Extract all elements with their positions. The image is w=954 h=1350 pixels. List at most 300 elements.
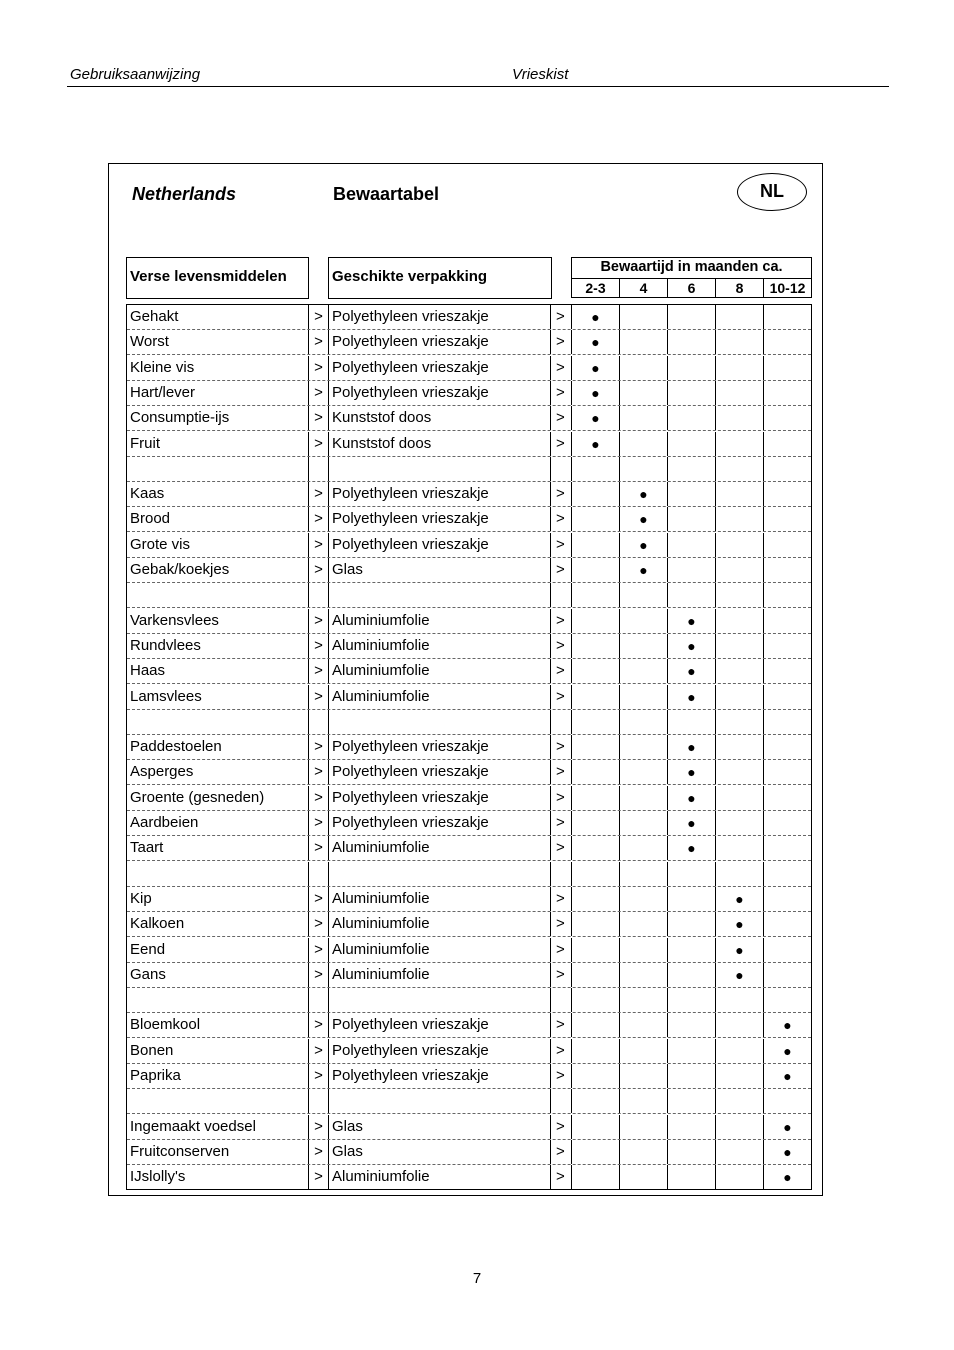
packaging-cell — [328, 457, 550, 481]
storage-dot: ● — [571, 432, 619, 456]
arrow-cell — [308, 988, 328, 1012]
month-cell — [715, 1165, 763, 1189]
arrow-cell: > — [550, 330, 571, 354]
arrow-cell: > — [308, 634, 328, 658]
month-cell — [667, 710, 715, 734]
storage-dot: ● — [763, 1165, 811, 1189]
storage-dot: ● — [619, 558, 667, 582]
month-cell — [667, 963, 715, 987]
arrow-cell: > — [308, 811, 328, 835]
month-cell — [619, 912, 667, 936]
month-cell — [619, 609, 667, 633]
packaging-cell — [328, 988, 550, 1012]
arrow-cell: > — [308, 1115, 328, 1139]
month-cell — [619, 432, 667, 456]
month-cell — [619, 1140, 667, 1164]
month-cell — [763, 482, 811, 506]
month-cell — [715, 1115, 763, 1139]
month-cell — [667, 432, 715, 456]
month-cell — [763, 760, 811, 784]
table-row — [127, 533, 811, 558]
food-cell: Bloemkool — [130, 1016, 201, 1034]
month-cell — [763, 786, 811, 810]
arrow-cell: > — [550, 305, 571, 329]
month-cell — [667, 533, 715, 557]
table-spacer-row — [127, 457, 811, 482]
month-cell — [667, 558, 715, 582]
month-cell — [715, 1064, 763, 1088]
month-header: 2-3 — [585, 280, 606, 296]
month-cell — [763, 356, 811, 380]
arrow-cell: > — [308, 305, 328, 329]
food-cell: Gans — [130, 965, 166, 983]
month-cell — [619, 862, 667, 886]
month-cell — [763, 330, 811, 354]
table-row — [127, 406, 811, 431]
header-product-label: Vrieskist — [512, 66, 569, 83]
month-cell — [619, 305, 667, 329]
month-cell — [715, 659, 763, 683]
month-cell — [763, 305, 811, 329]
food-cell: Ingemaakt voedsel — [130, 1117, 256, 1135]
table-row — [127, 356, 811, 381]
month-cell — [667, 507, 715, 531]
arrow-cell: > — [550, 938, 571, 962]
arrow-cell: > — [308, 760, 328, 784]
food-cell — [127, 583, 308, 607]
food-cell: Haas — [130, 662, 166, 680]
month-cell — [571, 1064, 619, 1088]
month-cell — [715, 1039, 763, 1063]
food-cell: Grote vis — [130, 535, 191, 553]
packaging-cell: Kunststof doos — [328, 432, 550, 456]
storage-dot: ● — [667, 634, 715, 658]
storage-dot: ● — [715, 938, 763, 962]
packaging-cell: Polyethyleen vrieszakje — [328, 533, 550, 557]
month-cell — [619, 1013, 667, 1037]
month-cell — [715, 356, 763, 380]
month-cell — [715, 760, 763, 784]
food-cell: Fruitconserven — [130, 1142, 230, 1160]
arrow-cell: > — [550, 634, 571, 658]
month-cell — [763, 938, 811, 962]
arrow-cell: > — [550, 1165, 571, 1189]
food-cell: Worst — [130, 333, 169, 351]
arrow-cell: > — [550, 912, 571, 936]
month-cell — [571, 710, 619, 734]
arrow-cell: > — [308, 1165, 328, 1189]
arrow-cell: > — [550, 963, 571, 987]
table-row — [127, 685, 811, 710]
month-cell — [619, 786, 667, 810]
month-cell — [763, 558, 811, 582]
food-cell: Kalkoen — [130, 915, 185, 933]
packaging-cell: Polyethyleen vrieszakje — [328, 305, 550, 329]
month-cell — [571, 685, 619, 709]
packaging-cell: Polyethyleen vrieszakje — [328, 507, 550, 531]
arrow-cell: > — [308, 381, 328, 405]
month-cell — [667, 406, 715, 430]
arrow-cell: > — [550, 381, 571, 405]
arrow-cell: > — [308, 938, 328, 962]
table-row — [127, 1115, 811, 1140]
arrow-cell: > — [308, 836, 328, 860]
arrow-cell: > — [308, 507, 328, 531]
month-cell — [571, 457, 619, 481]
arrow-cell: > — [308, 1140, 328, 1164]
storage-time-title: Bewaartijd in maanden ca. — [572, 258, 811, 279]
arrow-cell: > — [308, 1013, 328, 1037]
month-cell — [715, 836, 763, 860]
month-cell — [715, 1089, 763, 1113]
month-cell — [571, 862, 619, 886]
arrow-cell: > — [308, 887, 328, 911]
packaging-cell — [328, 710, 550, 734]
table-row — [127, 963, 811, 988]
food-cell: Asperges — [130, 763, 194, 781]
arrow-cell: > — [550, 1039, 571, 1063]
packaging-cell: Aluminiumfolie — [328, 938, 550, 962]
month-cell — [715, 862, 763, 886]
arrow-cell: > — [550, 786, 571, 810]
header-manual-label: Gebruiksaanwijzing — [70, 66, 201, 83]
table-row — [127, 482, 811, 507]
food-cell: Gehakt — [130, 308, 179, 325]
month-cell — [619, 710, 667, 734]
month-cell — [715, 330, 763, 354]
month-cell — [619, 836, 667, 860]
month-cell — [763, 533, 811, 557]
month-header: 6 — [667, 279, 715, 298]
table-row — [127, 558, 811, 583]
packaging-cell: Polyethyleen vrieszakje — [328, 760, 550, 784]
month-cell — [715, 432, 763, 456]
storage-dot: ● — [667, 659, 715, 683]
arrow-cell: > — [550, 558, 571, 582]
arrow-cell: > — [308, 963, 328, 987]
month-cell — [667, 583, 715, 607]
arrow-cell: > — [308, 533, 328, 557]
month-cell — [571, 735, 619, 759]
arrow-cell: > — [308, 432, 328, 456]
month-cell — [571, 533, 619, 557]
packaging-cell: Aluminiumfolie — [328, 609, 550, 633]
month-cell — [667, 1013, 715, 1037]
month-cell — [619, 356, 667, 380]
month-cell — [619, 938, 667, 962]
month-cell — [571, 1089, 619, 1113]
month-cell — [619, 735, 667, 759]
table-spacer-row — [127, 1089, 811, 1114]
month-cell — [571, 912, 619, 936]
month-cell — [763, 659, 811, 683]
month-cell — [763, 685, 811, 709]
packaging-cell: Aluminiumfolie — [328, 912, 550, 936]
arrow-cell: > — [308, 912, 328, 936]
table-row — [127, 887, 811, 912]
month-cell — [571, 938, 619, 962]
table-row — [127, 634, 811, 659]
table-row — [127, 305, 811, 330]
arrow-cell: > — [308, 786, 328, 810]
arrow-cell: > — [550, 735, 571, 759]
month-cell — [667, 381, 715, 405]
storage-dot: ● — [763, 1039, 811, 1063]
packaging-cell: Polyethyleen vrieszakje — [328, 482, 550, 506]
month-header: 4 — [619, 279, 667, 298]
table-row — [127, 507, 811, 532]
month-header: 10-12 — [763, 279, 811, 298]
storage-dot: ● — [667, 786, 715, 810]
storage-dot: ● — [571, 381, 619, 405]
storage-table-body — [126, 304, 812, 1190]
month-cell — [571, 1165, 619, 1189]
packaging-cell: Polyethyleen vrieszakje — [328, 1013, 550, 1037]
packaging-cell: Aluminiumfolie — [328, 836, 550, 860]
storage-dot: ● — [571, 356, 619, 380]
arrow-cell: > — [308, 735, 328, 759]
packaging-cell — [328, 1089, 550, 1113]
storage-dot: ● — [571, 305, 619, 329]
arrow-cell — [550, 988, 571, 1012]
storage-dot: ● — [619, 533, 667, 557]
month-cell — [667, 356, 715, 380]
month-cell — [715, 1140, 763, 1164]
storage-dot: ● — [715, 963, 763, 987]
month-cell — [619, 1115, 667, 1139]
month-cell — [667, 938, 715, 962]
month-cell — [667, 305, 715, 329]
arrow-cell: > — [550, 356, 571, 380]
month-cell — [763, 811, 811, 835]
month-cell — [715, 507, 763, 531]
month-cell — [763, 988, 811, 1012]
month-cell — [619, 381, 667, 405]
table-spacer-row — [127, 583, 811, 608]
food-cell: Rundvlees — [130, 636, 201, 654]
packaging-cell: Polyethyleen vrieszakje — [328, 786, 550, 810]
table-row — [127, 609, 811, 634]
month-cell — [715, 988, 763, 1012]
month-cell — [715, 634, 763, 658]
month-cell — [571, 609, 619, 633]
packaging-cell: Aluminiumfolie — [328, 887, 550, 911]
month-cell — [619, 1064, 667, 1088]
arrow-cell: > — [308, 609, 328, 633]
month-cell — [571, 1140, 619, 1164]
arrow-cell: > — [308, 659, 328, 683]
storage-dot: ● — [763, 1013, 811, 1037]
storage-dot: ● — [715, 887, 763, 911]
food-cell: Hart/lever — [130, 383, 196, 401]
month-cell — [571, 887, 619, 911]
food-cell: Groente (gesneden) — [130, 788, 265, 806]
table-row — [127, 1140, 811, 1165]
packaging-cell: Glas — [328, 1140, 550, 1164]
arrow-cell: > — [550, 507, 571, 531]
storage-dot: ● — [667, 811, 715, 835]
food-cell: Brood — [130, 510, 171, 528]
month-cell — [763, 406, 811, 430]
month-cell — [667, 862, 715, 886]
month-cell — [763, 583, 811, 607]
table-row — [127, 1039, 811, 1064]
storage-dot: ● — [667, 735, 715, 759]
month-cell — [667, 1089, 715, 1113]
month-headers — [572, 279, 811, 298]
month-cell — [619, 1165, 667, 1189]
table-spacer-row — [127, 862, 811, 887]
packaging-cell — [328, 583, 550, 607]
month-cell — [763, 836, 811, 860]
month-cell — [619, 887, 667, 911]
month-cell — [667, 1140, 715, 1164]
storage-dot: ● — [763, 1140, 811, 1164]
month-cell — [715, 381, 763, 405]
month-cell — [667, 457, 715, 481]
month-cell — [619, 406, 667, 430]
month-cell — [571, 482, 619, 506]
food-cell: Kip — [130, 889, 152, 907]
month-cell — [619, 330, 667, 354]
food-cell: Fruit — [130, 434, 160, 452]
table-row — [127, 811, 811, 836]
arrow-cell: > — [308, 1064, 328, 1088]
month-cell — [715, 786, 763, 810]
arrow-cell: > — [550, 1140, 571, 1164]
arrow-cell — [308, 862, 328, 886]
month-cell — [667, 887, 715, 911]
page-header — [67, 64, 889, 87]
month-cell — [763, 634, 811, 658]
food-cell — [127, 988, 308, 1012]
month-cell — [571, 1013, 619, 1037]
month-cell — [619, 583, 667, 607]
month-cell — [715, 558, 763, 582]
month-cell — [667, 330, 715, 354]
packaging-cell: Polyethyleen vrieszakje — [328, 356, 550, 380]
month-cell — [619, 1089, 667, 1113]
packaging-cell: Polyethyleen vrieszakje — [328, 1064, 550, 1088]
table-row — [127, 432, 811, 457]
table-spacer-row — [127, 988, 811, 1013]
arrow-cell — [308, 457, 328, 481]
month-cell — [619, 811, 667, 835]
page-number: 7 — [472, 1270, 482, 1287]
column-header-food: Verse levensmiddelen — [126, 257, 309, 299]
month-cell — [571, 659, 619, 683]
month-cell — [667, 482, 715, 506]
month-cell — [571, 1039, 619, 1063]
column-header-packaging: Geschikte verpakking — [328, 257, 552, 299]
month-cell — [715, 710, 763, 734]
food-cell: Paprika — [130, 1067, 181, 1084]
arrow-cell — [550, 862, 571, 886]
arrow-cell: > — [308, 482, 328, 506]
packaging-cell: Aluminiumfolie — [328, 685, 550, 709]
storage-dot: ● — [571, 406, 619, 430]
food-cell: Kleine vis — [130, 358, 195, 376]
arrow-cell — [550, 1089, 571, 1113]
month-cell — [715, 1013, 763, 1037]
food-cell: Lamsvlees — [130, 687, 202, 705]
storage-dot: ● — [667, 836, 715, 860]
month-cell — [715, 735, 763, 759]
month-cell — [715, 457, 763, 481]
month-cell — [763, 862, 811, 886]
month-cell — [667, 988, 715, 1012]
month-cell — [763, 507, 811, 531]
arrow-cell: > — [550, 1013, 571, 1037]
column-header-storage-time — [571, 257, 812, 298]
month-cell — [715, 305, 763, 329]
food-cell: Varkensvlees — [130, 611, 219, 629]
table-title: Bewaartabel — [333, 184, 440, 204]
month-cell — [619, 963, 667, 987]
country-badge: NL — [737, 173, 807, 211]
table-row — [127, 938, 811, 963]
month-cell — [763, 735, 811, 759]
packaging-cell: Kunststof doos — [328, 406, 550, 430]
month-cell — [715, 533, 763, 557]
table-row — [127, 381, 811, 406]
month-cell — [763, 963, 811, 987]
month-cell — [763, 710, 811, 734]
packaging-cell: Aluminiumfolie — [328, 659, 550, 683]
food-cell: Gebak/koekjes — [130, 561, 230, 578]
month-cell — [763, 912, 811, 936]
storage-table-frame — [108, 163, 823, 1196]
month-cell — [619, 988, 667, 1012]
month-cell — [571, 836, 619, 860]
table-row — [127, 1013, 811, 1038]
storage-dot: ● — [715, 912, 763, 936]
month-cell — [571, 963, 619, 987]
month-cell — [619, 634, 667, 658]
month-cell — [571, 558, 619, 582]
table-row — [127, 836, 811, 861]
packaging-cell: Aluminiumfolie — [328, 634, 550, 658]
storage-dot: ● — [763, 1115, 811, 1139]
food-cell: IJslolly's — [130, 1168, 186, 1186]
storage-dot: ● — [667, 760, 715, 784]
table-row — [127, 659, 811, 684]
month-cell — [715, 482, 763, 506]
packaging-cell: Polyethyleen vrieszakje — [328, 1039, 550, 1063]
month-cell — [571, 583, 619, 607]
arrow-cell: > — [550, 482, 571, 506]
food-cell: Aardbeien — [130, 814, 199, 831]
packaging-cell: Polyethyleen vrieszakje — [328, 811, 550, 835]
month-cell — [619, 685, 667, 709]
table-row — [127, 1064, 811, 1089]
arrow-cell: > — [550, 659, 571, 683]
arrow-cell: > — [550, 432, 571, 456]
month-cell — [667, 1039, 715, 1063]
packaging-cell: Glas — [328, 1115, 550, 1139]
month-cell — [571, 988, 619, 1012]
table-row — [127, 786, 811, 811]
arrow-cell — [308, 710, 328, 734]
arrow-cell: > — [550, 406, 571, 430]
storage-dot: ● — [619, 482, 667, 506]
month-cell — [715, 583, 763, 607]
month-cell — [763, 609, 811, 633]
food-cell: Paddestoelen — [130, 738, 222, 756]
arrow-cell: > — [308, 330, 328, 354]
month-cell — [619, 457, 667, 481]
storage-dot: ● — [667, 609, 715, 633]
